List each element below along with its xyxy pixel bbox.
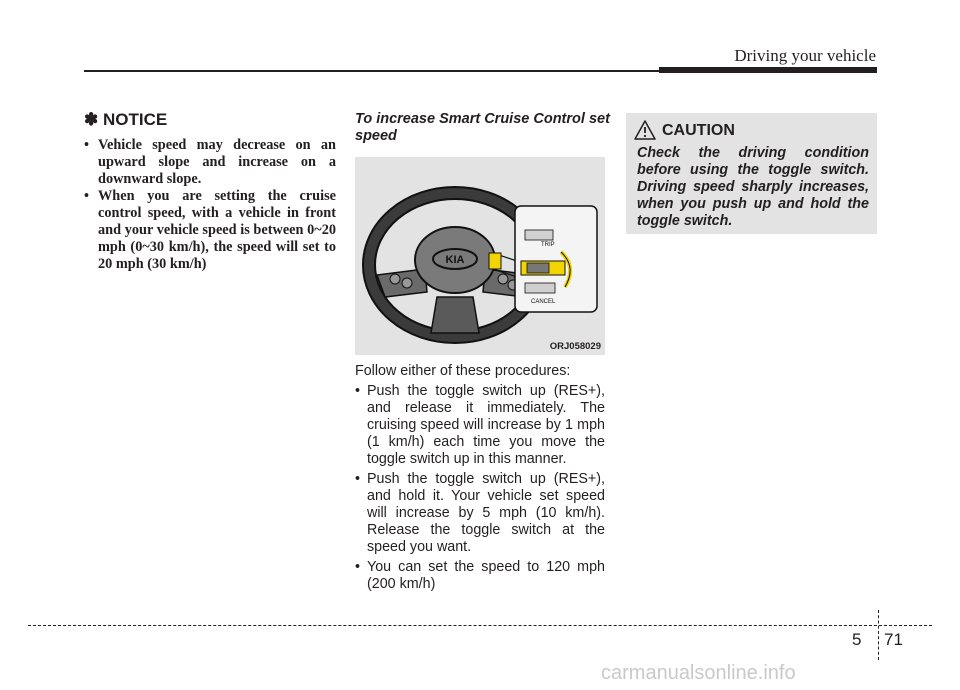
footer-divider (878, 610, 879, 660)
caution-title: CAUTION (662, 122, 735, 139)
header-rule-accent (659, 67, 877, 73)
trip-label: TRIP (541, 242, 555, 248)
cancel-label: CANCEL (531, 299, 556, 305)
steering-wheel-illustration (355, 157, 605, 355)
procedure-item: • Push the toggle switch up (RES+), and hold it. Your vehicle set speed will increase by 5 mph (10 km/h). Release the toggle switch at the speed you want. (355, 471, 605, 556)
procedure-item: • Push the toggle switch up (RES+), and release it immediately. The cruising speed will increase by 1 mph (1 km/h) each time you move the toggle switch up in this manner. (355, 383, 605, 468)
notice-list (84, 137, 336, 273)
warning-triangle-icon (634, 120, 656, 140)
procedure-list (355, 383, 605, 596)
notice-title: ✽ NOTICE (84, 110, 168, 129)
notice-item: • Vehicle speed may decrease on an upward slope and increase on a downward slope. (84, 137, 336, 188)
steering-wheel-figure (355, 157, 605, 355)
footer-rule (28, 625, 932, 626)
procedure-item: • You can set the speed to 120 mph (200 km/h) (355, 559, 605, 593)
watermark: carmanualsonline.info (601, 662, 796, 684)
procedure-intro: Follow either of these procedures: (355, 363, 571, 379)
caution-text: Check the driving condition before using the toggle switch. Driving speed sharply increases, when you push up and hold the toggle switch. (637, 145, 869, 229)
page-number: 71 (884, 630, 903, 649)
header-title: Driving your vehicle (734, 46, 876, 65)
section-heading: To increase Smart Cruise Control set speed (355, 111, 610, 144)
caution-box (626, 113, 877, 234)
figure-code: ORJ058029 (549, 341, 601, 352)
notice-item: • When you are setting the cruise control speed, with a vehicle in front and your vehicle speed is between 0~20 mph (0~30 km/h), the speed will set to 20 mph (30 km/h) (84, 188, 336, 273)
header-rule (84, 70, 659, 72)
chapter-number: 5 (852, 630, 862, 649)
svg-text:KIA: KIA (445, 254, 465, 266)
